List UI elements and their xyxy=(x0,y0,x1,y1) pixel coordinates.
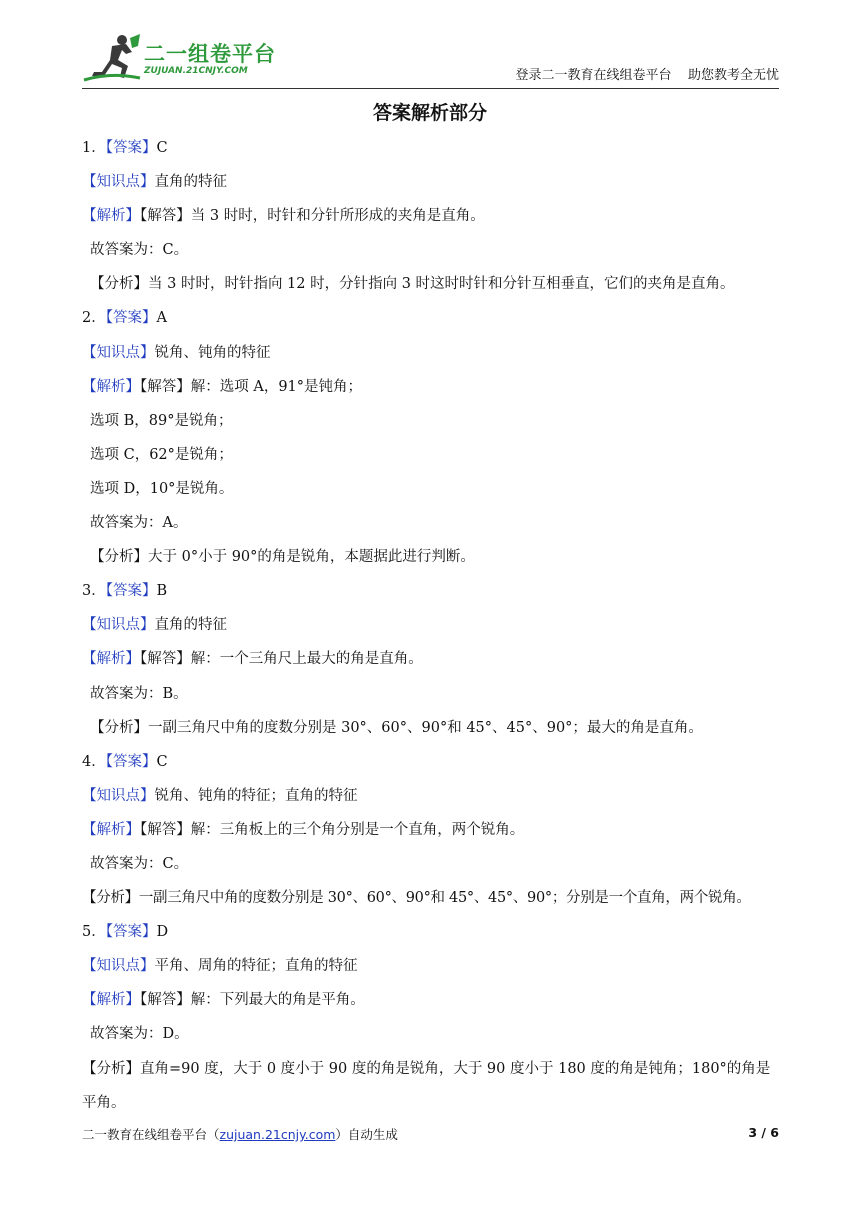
solution-extra-line: 选项 C，62°是锐角； xyxy=(90,446,233,463)
answer-value: C xyxy=(156,753,168,770)
analysis-label: 【解析】 xyxy=(82,992,140,1009)
analysis-label: 【解析】 xyxy=(82,208,140,225)
header-divider xyxy=(82,88,779,89)
logo[interactable] xyxy=(82,32,282,84)
fenxi-label: 【分析】 xyxy=(90,549,148,566)
fenxi-line xyxy=(82,716,782,750)
solution-text: 解：一个三角尺上最大的角是直角。 xyxy=(190,651,423,668)
conclusion-line: 故答案为：A。 xyxy=(90,515,188,532)
solution-line xyxy=(82,818,782,852)
knowledge-line xyxy=(82,613,782,647)
conclusion-line: 故答案为：B。 xyxy=(90,685,188,702)
fenxi-text: 直角=90 度，大于 0 度小于 90 度的角是锐角，大于 90 度小于 180 度的角是钝角；180°的角是平角。 xyxy=(82,1060,771,1111)
knowledge-line xyxy=(82,170,782,204)
answer-line xyxy=(82,579,782,613)
answer-value: D xyxy=(156,924,169,941)
solution-label: 【解答】 xyxy=(140,821,191,838)
fenxi-label: 【分析】 xyxy=(82,890,139,907)
page-number: 3 / 6 xyxy=(748,1125,779,1140)
analysis-label: 【解析】 xyxy=(82,378,140,395)
solution-line xyxy=(82,204,782,238)
solution-label: 【解答】 xyxy=(140,378,191,395)
analysis-label: 【解析】 xyxy=(82,651,140,668)
answer-value: B xyxy=(156,583,168,600)
answer-list xyxy=(82,136,782,1120)
solution-text: 解：三角板上的三个角分别是一个直角，两个锐角。 xyxy=(190,821,525,838)
logo-url: ZUJUAN.21CNJY.COM xyxy=(144,66,248,76)
answer-value: C xyxy=(156,140,168,156)
knowledge-value: 锐角、钝角的特征 xyxy=(154,344,271,361)
fenxi-text: 大于 0°小于 90°的角是锐角，本题据此进行判断。 xyxy=(148,549,475,566)
solution-extra-line: 选项 D，10°是锐角。 xyxy=(90,480,234,497)
knowledge-value: 锐角、钝角的特征；直角的特征 xyxy=(154,787,358,804)
footer-source xyxy=(82,1125,398,1143)
knowledge-value: 平角、周角的特征；直角的特征 xyxy=(154,958,358,975)
answer-label: 【答案】 xyxy=(105,140,157,156)
solution-label: 【解答】 xyxy=(140,992,191,1009)
header-slogan: 登录二一教育在线组卷平台 助您教考全无忧 xyxy=(515,68,779,83)
answer-line xyxy=(82,306,782,340)
logo-title: 二一组卷平台 xyxy=(144,42,276,66)
page-header xyxy=(82,28,779,88)
knowledge-line xyxy=(82,784,782,818)
fenxi-line xyxy=(82,545,782,579)
question-number: 4． xyxy=(82,753,106,770)
fenxi-label: 【分析】 xyxy=(82,1060,140,1077)
question-number: 2． xyxy=(82,310,106,327)
answer-label: 【答案】 xyxy=(105,583,157,600)
solution-text: 解：选项 A，91°是钝角； xyxy=(190,378,363,395)
conclusion-line: 故答案为：C。 xyxy=(90,855,189,872)
question-number: 3． xyxy=(82,583,106,600)
page-footer xyxy=(82,1125,779,1143)
footer-link[interactable]: zujuan.21cnjy.com xyxy=(219,1127,336,1142)
knowledge-label: 【知识点】 xyxy=(82,958,155,975)
solution-label: 【解答】 xyxy=(140,208,191,225)
solution-label: 【解答】 xyxy=(140,651,191,668)
answer-line xyxy=(82,920,782,954)
footer-suffix: ）自动生成 xyxy=(335,1127,398,1142)
answer-value: A xyxy=(156,310,167,327)
question-number: 5． xyxy=(82,924,106,941)
solution-line xyxy=(82,375,782,409)
knowledge-label: 【知识点】 xyxy=(82,617,155,634)
solution-text: 当 3 时时，时针和分针所形成的夹角是直角。 xyxy=(190,208,485,225)
footer-prefix: 二一教育在线组卷平台（ xyxy=(82,1127,220,1142)
solution-extra-line: 选项 B，89°是锐角； xyxy=(90,412,233,429)
running-man-logo-icon xyxy=(82,32,142,84)
solution-line xyxy=(82,988,782,1022)
answer-label: 【答案】 xyxy=(105,924,157,941)
solution-text: 解：下列最大的角是平角。 xyxy=(190,992,365,1009)
knowledge-label: 【知识点】 xyxy=(82,174,155,191)
knowledge-line xyxy=(82,341,782,375)
answer-line xyxy=(82,750,782,784)
fenxi-line xyxy=(82,272,782,306)
answer-label: 【答案】 xyxy=(105,753,157,770)
conclusion-line: 故答案为：D。 xyxy=(90,1026,189,1043)
analysis-label: 【解析】 xyxy=(82,821,140,838)
fenxi-label: 【分析】 xyxy=(90,276,148,293)
question-number: 1． xyxy=(82,140,106,156)
knowledge-value: 直角的特征 xyxy=(154,174,227,191)
page-title: 答案解析部分 xyxy=(372,102,487,124)
fenxi-line xyxy=(82,886,782,920)
knowledge-line xyxy=(82,954,782,988)
solution-line xyxy=(82,647,782,681)
fenxi-text: 一副三角尺中角的度数分别是 30°、60°、90°和 45°、45°、90°；最大的角是直角。 xyxy=(148,719,703,736)
fenxi-line xyxy=(82,1052,782,1120)
knowledge-label: 【知识点】 xyxy=(82,344,155,361)
answer-label: 【答案】 xyxy=(105,310,157,327)
fenxi-text: 当 3 时时，时针指向 12 时，分针指向 3 时这时时针和分针互相垂直，它们的夹角是直角。 xyxy=(148,276,735,293)
fenxi-text: 一副三角尺中角的度数分别是 30°、60°、90°和 45°、45°、90°；分别是一个直角，两个锐角。 xyxy=(138,890,751,907)
fenxi-label: 【分析】 xyxy=(90,719,148,736)
knowledge-label: 【知识点】 xyxy=(82,787,155,804)
answer-line xyxy=(82,136,782,170)
conclusion-line: 故答案为：C。 xyxy=(90,242,189,259)
knowledge-value: 直角的特征 xyxy=(154,617,227,634)
